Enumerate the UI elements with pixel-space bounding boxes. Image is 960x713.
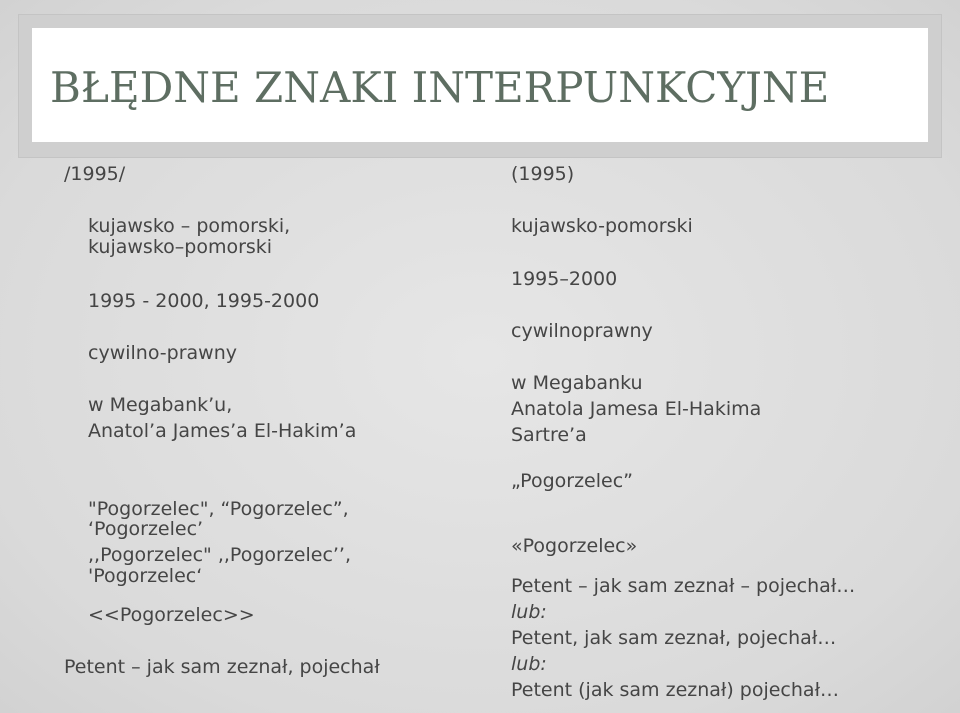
right-item-sentence-1: Petent – jak sam zeznał – pojechał… — [511, 575, 856, 597]
left-item-range: 1995 - 2000, 1995-2000 — [88, 290, 320, 312]
right-item-or-1 — [511, 600, 547, 625]
left-item-quotes-4: 'Pogorzelec‘ — [88, 565, 203, 587]
right-item-hyphen: kujawsko-pomorski — [511, 215, 693, 237]
right-item-declension-3: Sartre’a — [511, 424, 587, 446]
right-item-declension-2: Anatola Jamesa El-Hakima — [511, 398, 762, 420]
right-item-or-2 — [511, 652, 547, 677]
left-item-quotes-1: "Pogorzelec", “Pogorzelec”, — [88, 498, 349, 520]
left-item-quotes-2: ‘Pogorzelec’ — [88, 518, 204, 540]
right-item-parentheses: (1995) — [511, 163, 575, 185]
left-item-guillemets: <<Pogorzelec>> — [88, 604, 255, 626]
right-item-quotes: „Pogorzelec” — [511, 470, 633, 492]
or-label: lub: — [511, 601, 547, 623]
left-item-apostrophe-2: Anatol’a James’a El-Hakim’a — [88, 420, 357, 442]
left-item-parentheses: /1995/ — [64, 163, 126, 185]
or-label: lub: — [511, 653, 547, 675]
right-item-range: 1995–2000 — [511, 268, 618, 290]
right-item-sentence-2: Petent, jak sam zeznał, pojechał… — [511, 627, 837, 649]
right-item-guillemets: «Pogorzelec» — [511, 535, 638, 557]
left-item-hyphen-2: kujawsko–pomorski — [88, 236, 273, 258]
right-item-compound: cywilnoprawny — [511, 320, 653, 342]
right-item-declension-1: w Megabanku — [511, 372, 643, 394]
left-item-quotes-3: ,,Pogorzelec" ,,Pogorzelec’’, — [88, 544, 352, 566]
left-item-compound: cywilno-prawny — [88, 342, 238, 364]
left-item-hyphen-1: kujawsko – pomorski, — [88, 215, 291, 237]
right-item-sentence-3: Petent (jak sam zeznał) pojechał… — [511, 679, 839, 701]
slide-title: BŁĘDNE ZNAKI INTERPUNKCYJNE — [50, 63, 830, 112]
left-item-dash-sentence: Petent – jak sam zeznał, pojechał — [64, 656, 380, 678]
left-item-apostrophe-1: w Megabank’u, — [88, 394, 233, 416]
